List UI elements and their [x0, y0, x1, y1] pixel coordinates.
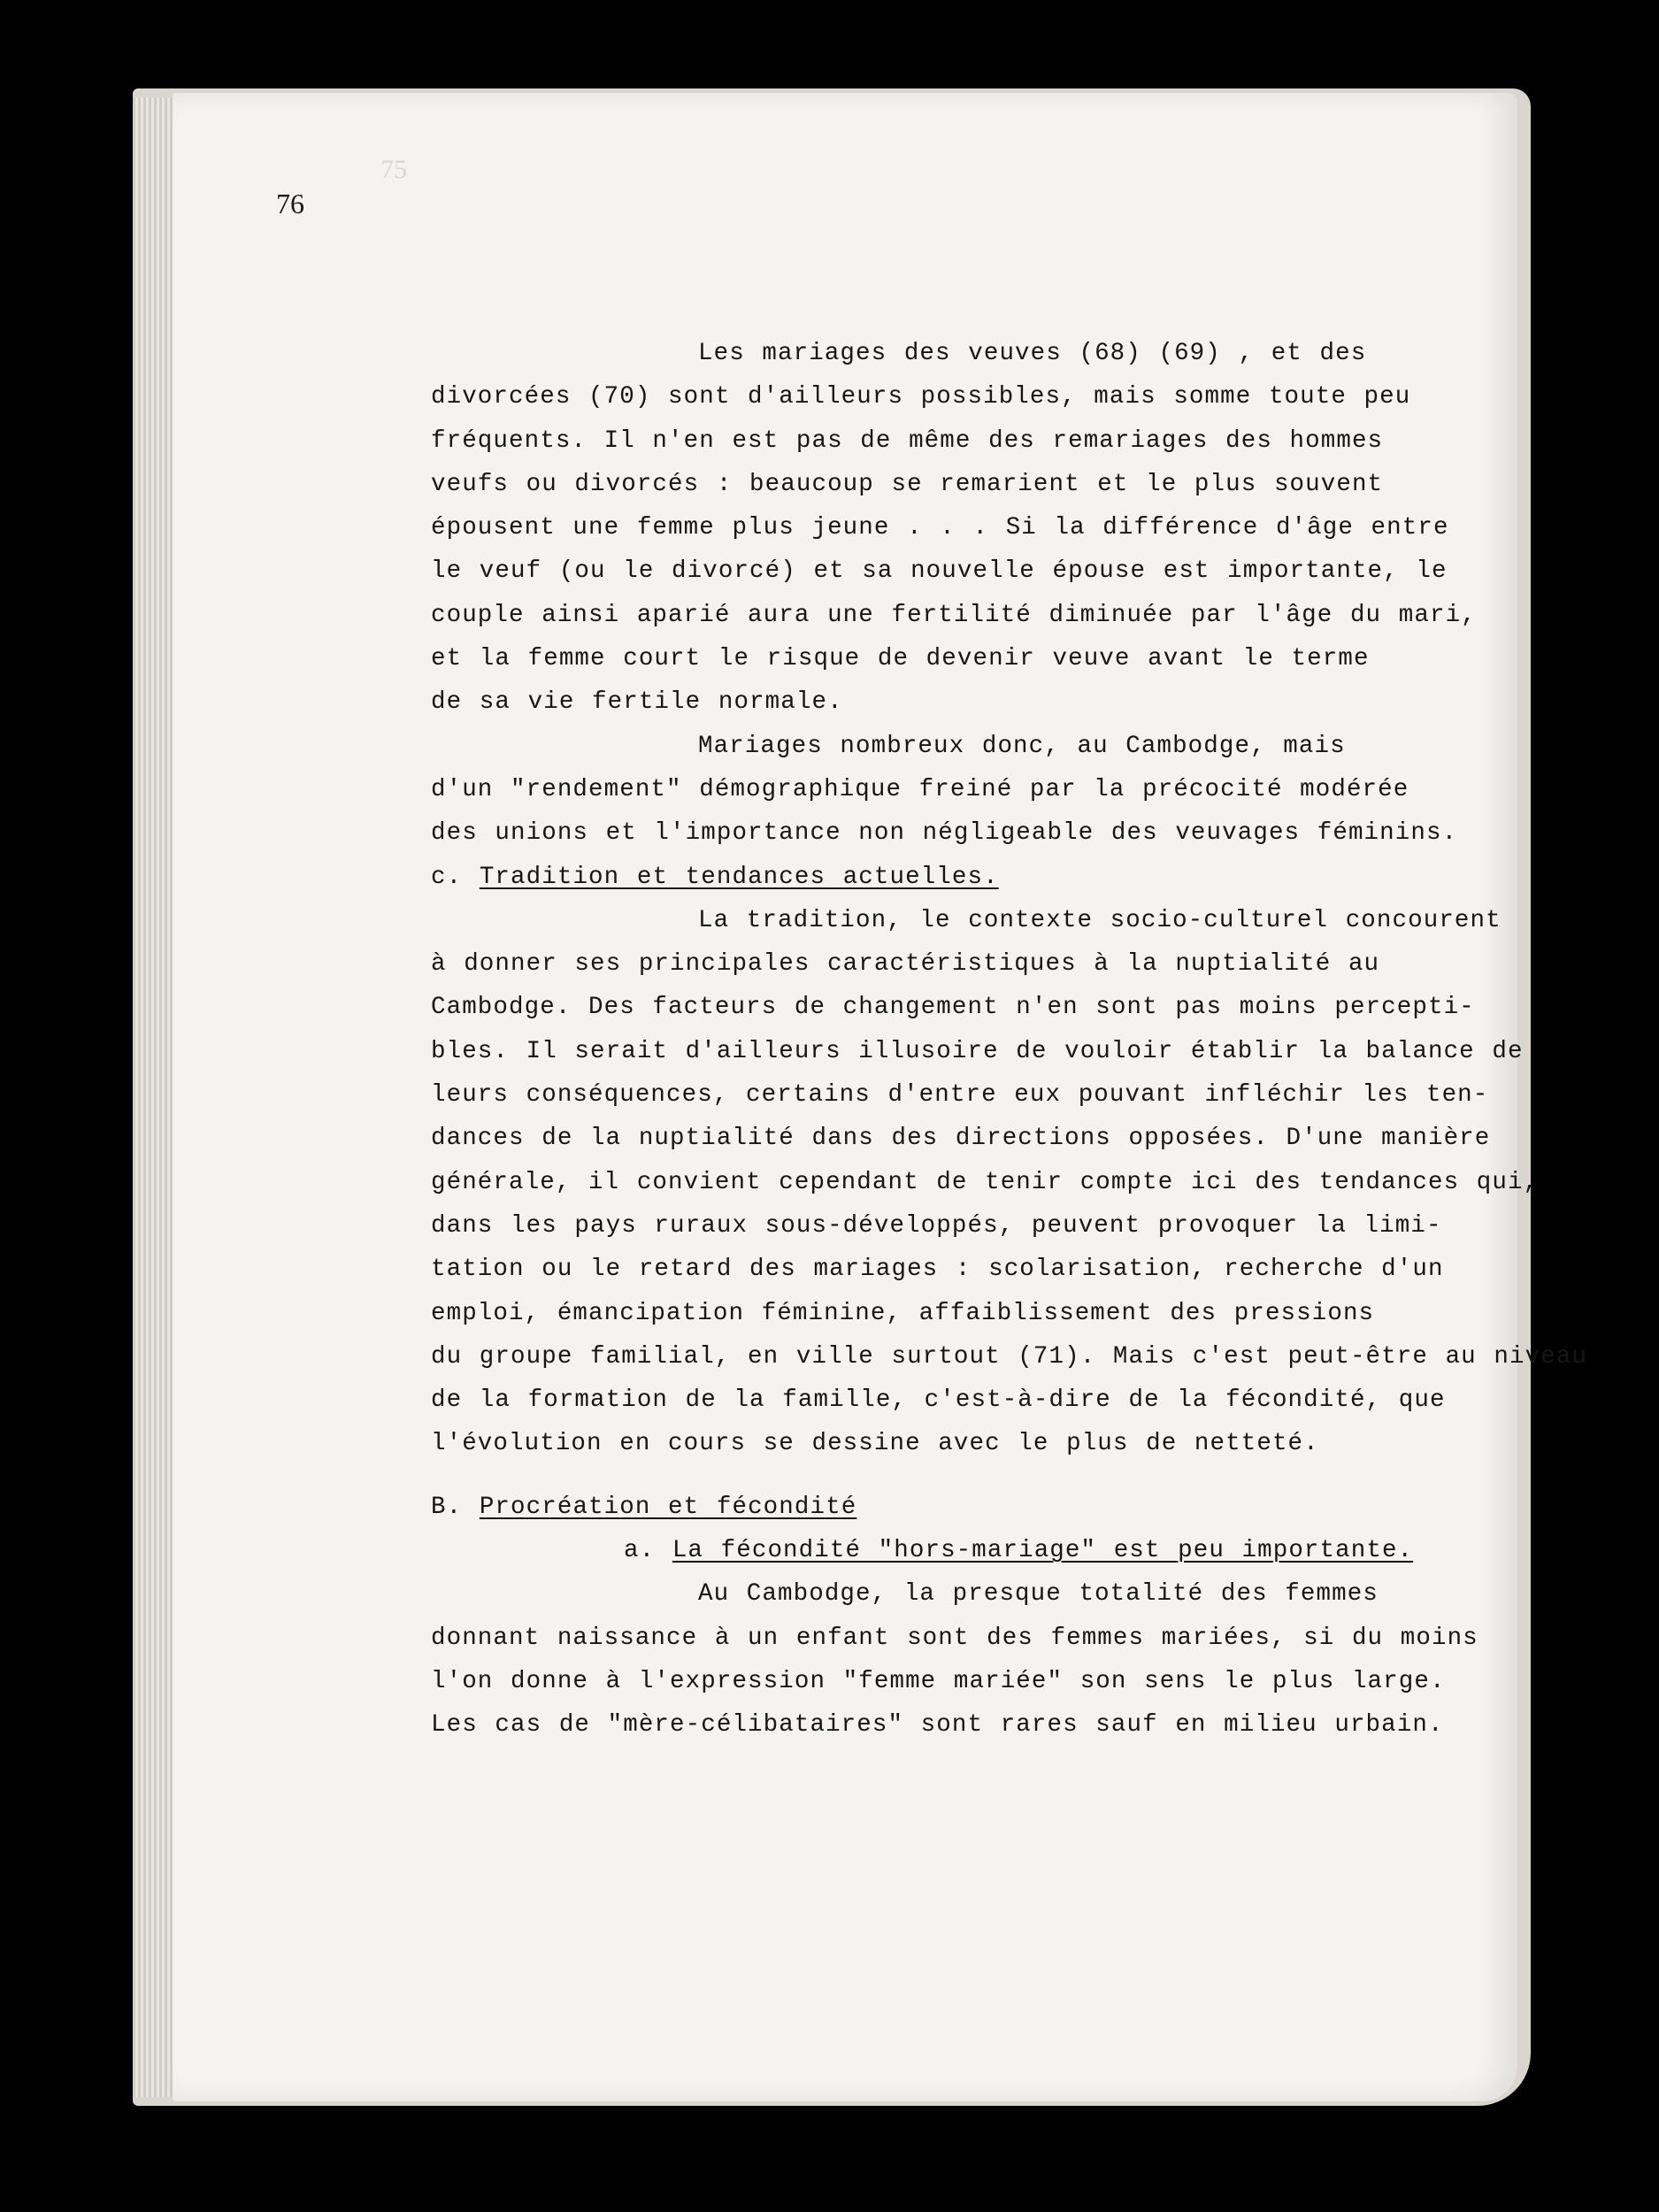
subsection-label: a.	[624, 1537, 656, 1565]
text-line: Mariages nombreux donc, au Cambodge, mais	[698, 732, 1346, 760]
page-number: 76	[276, 188, 304, 219]
section-heading-c	[431, 856, 1528, 899]
text-line: le veuf (ou le divorcé) et sa nouvelle épouse est importante, le	[431, 557, 1448, 586]
text-line: dans les pays ruraux sous-développés, peuvent provoquer la limi-	[431, 1211, 1442, 1240]
text-line: Au Cambodge, la presque totalité des femmes	[698, 1580, 1379, 1609]
text-line: leurs conséquences, certains d'entre eux pouvant infléchir les ten-	[431, 1081, 1489, 1110]
text-line: et la femme court le risque de devenir veuve avant le terme	[431, 645, 1370, 673]
show-through-page-number: 75	[380, 155, 407, 184]
paragraph-conclusion	[431, 725, 1528, 856]
text-line: emploi, émancipation féminine, affaiblissement des pressions	[431, 1299, 1375, 1327]
section-title: Procréation et fécondité	[479, 1493, 857, 1521]
paragraph-fecondite	[431, 1572, 1528, 1747]
text-line: tation ou le retard des mariages : scolarisation, recherche d'un	[431, 1256, 1444, 1284]
text-line: Les cas de "mère-célibataires" sont rares sauf en milieu urbain.	[431, 1711, 1444, 1740]
section-heading-b	[431, 1486, 1528, 1529]
text-line: Les mariages des veuves (68) (69) , et des	[698, 340, 1367, 367]
text-line: bles. Il serait d'ailleurs illusoire de vouloir établir la balance de	[431, 1037, 1524, 1065]
text-line: couple ainsi aparié aura une fertilité diminuée par l'âge du mari,	[431, 601, 1477, 629]
subsection-title: La fécondité "hors-mariage" est peu importante.	[672, 1537, 1414, 1565]
text-line: La tradition, le contexte socio-culturel concourent	[698, 906, 1502, 934]
text-line: des unions et l'importance non négligeable des veuvages féminins.	[431, 819, 1458, 848]
text-line: à donner ses principales caractéristiques à la nuptialité au	[431, 950, 1380, 979]
text-line: épousent une femme plus jeune . . . Si la différence d'âge entre	[431, 514, 1449, 542]
paragraph-widow-remarriage	[431, 332, 1528, 725]
text-line: dances de la nuptialité dans des directions opposées. D'une manière	[431, 1125, 1491, 1153]
section-label: c.	[431, 863, 463, 891]
text-line: l'on donne à l'expression "femme mariée" son sens le plus large.	[431, 1667, 1446, 1695]
text-line: veufs ou divorcés : beaucoup se remarient et le plus souvent	[431, 470, 1384, 498]
page-body	[431, 332, 1587, 1747]
text-line: donnant naissance à un enfant sont des femmes mariées, si du moins	[431, 1624, 1479, 1652]
section-label: B.	[431, 1493, 463, 1521]
text-line: Cambodge. Des facteurs de changement n'en sont pas moins percepti-	[431, 994, 1475, 1022]
book-page-stack	[133, 97, 177, 2097]
text-line: du groupe familial, en ville surtout (71). Mais c'est peut-être au niveau	[431, 1342, 1587, 1371]
subsection-heading-a	[431, 1529, 1528, 1572]
text-line: de la formation de la famille, c'est-à-dire de la fécondité, que	[431, 1386, 1446, 1415]
text-line: générale, il convient cependant de tenir compte ici des tendances qui,	[431, 1168, 1540, 1196]
text-line: divorcées (70) sont d'ailleurs possibles, mais somme toute peu	[431, 383, 1411, 411]
text-line: fréquents. Il n'en est pas de même des remariages des hommes	[431, 426, 1384, 455]
text-line: de sa vie fertile normale.	[431, 688, 843, 717]
paragraph-tradition	[431, 899, 1587, 1466]
section-title: Tradition et tendances actuelles.	[479, 863, 999, 891]
text-line: d'un "rendement" démographique freiné par la précocité modérée	[431, 775, 1409, 803]
text-line: l'évolution en cours se dessine avec le plus de netteté.	[431, 1430, 1319, 1458]
